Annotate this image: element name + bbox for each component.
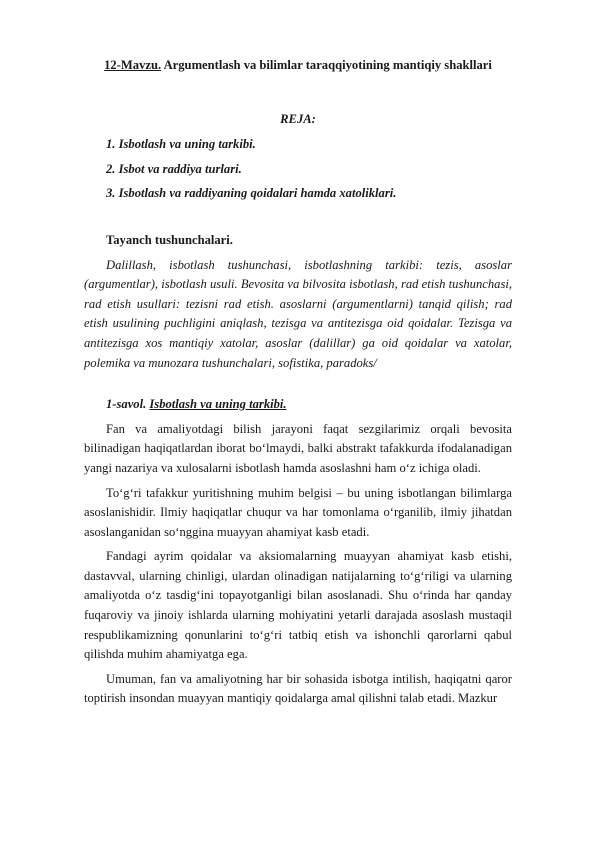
spacer <box>84 373 512 395</box>
key-concepts-text: Dalillash, isbotlash tushunchasi, isbotlashning tarkibi: tezis, asoslar (argumentlar), isbotlash usuli. Bevosita va bilvosita isbotlash, rad etish tushunchasi, rad etish usullari: tezisni rad etish. asoslarni (argumentlarni) tanqid qilish; rad etish usulining puchligini aniqlash, tezisga va antitezisga oid qoidalar. Tezisga va antitezisga xos mantiqiy xatolar, asoslar (dalillar) ga oid qoidalar va xatolar, polemika va munozara tushunchalari, sofistika, paradoks/ <box>84 257 512 370</box>
paragraph-3: Fandagi ayrim qoidalar va aksiomalarning muayyan ahamiyat kasb etishi, dastavval, ularning chinligi, ulardan olinadigan natijalarning to‘g‘riligi va ularning amaliyotda o‘z tasdig‘ini topayotganligi bilan asoslanadi. Shu o‘rinda har qanday fuqaroviy va jinoiy ishlarda ularning mohiyatini yetarli darajada asoslash mustaqil respublikamizning qonunlarini to‘g‘ri tatbiq etish va ishonchli qarorlarni qabul qilishda muhim ahamiyatga ega. <box>84 549 512 662</box>
plan-item-1: 1. Isbotlash va uning tarkibi. <box>106 137 256 152</box>
paragraph-2: To‘g‘ri tafakkur yuritishning muhim belgisi – bu uning isbotlangan bilimlarga asoslanishidir. Ilmiy haqiqatlar chuqur va har tomonlama o‘rganilib, ilmiy jihatdan asoslanganidan so‘nggina muayyan ahamiyat kasb etadi. <box>84 485 512 539</box>
plan-item-3: 3. Isbotlash va raddiyaning qoidalari hamda xatoliklari. <box>106 186 397 201</box>
spacer <box>84 209 512 231</box>
topic-number: 12-Mavzu. <box>104 58 162 72</box>
plan-heading: REJA: <box>280 111 316 126</box>
plan-item-2: 2. Isbot va raddiya turlari. <box>106 161 242 176</box>
question-topic: Isbotlash va uning tarkibi. <box>149 397 287 412</box>
paragraph-4: Umuman, fan va amaliyotning har bir sohasida isbotga intilish, haqiqatni qaror toptirish insondan muayyan mantiqiy qoidalarga amal qilishni talab etadi. Mazkur <box>84 671 512 706</box>
question-heading <box>84 395 512 415</box>
document-page <box>84 56 512 714</box>
paragraph-1: Fan va amaliyotdagi bilish jarayoni faqat sezgilarimiz orqali bevosita bilinadigan haqiqatlardan iborat bo‘lmaydi, balki abstrakt tafakkurda ifodalanadigan yangi nazariya va xulosalarni isbotlash hamda asoslashni ham o‘z ichiga oladi. <box>84 421 512 475</box>
question-label: 1-savol. <box>106 397 147 412</box>
topic-title: Argumentlash va bilimlar taraqqiyotining mantiqiy shakllari <box>163 58 492 72</box>
key-concepts-heading: Tayanch tushunchalari. <box>106 232 233 247</box>
page-title <box>84 56 512 76</box>
